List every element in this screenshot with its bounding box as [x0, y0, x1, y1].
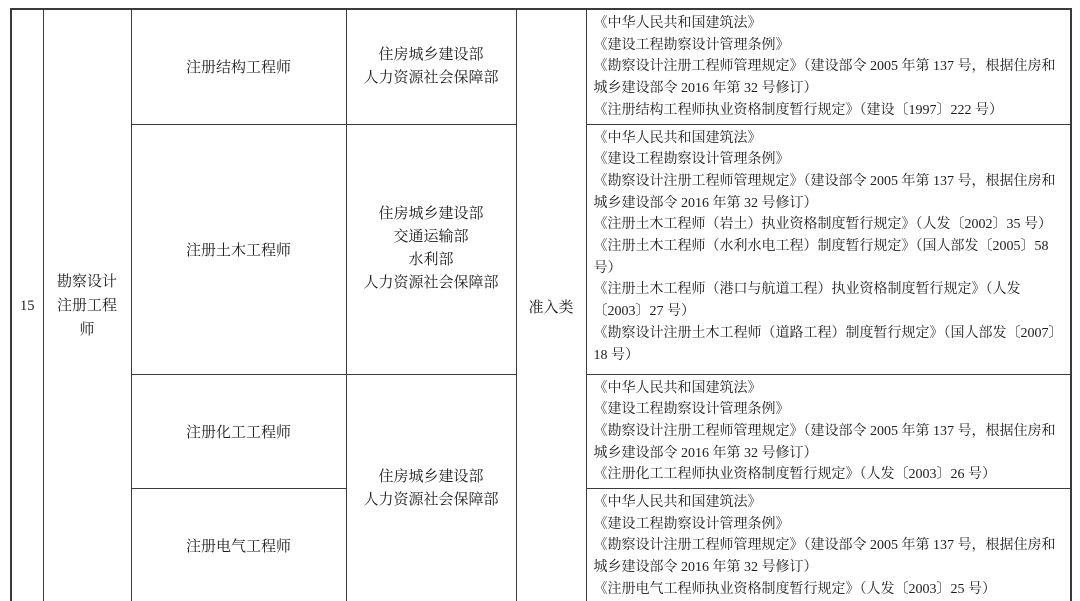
legal-basis-item: 《中华人民共和国建筑法》 [593, 130, 762, 146]
departments-cell-chem-elec [346, 374, 516, 601]
category-cell [43, 9, 131, 601]
legal-basis-item: 《中华人民共和国建筑法》 [593, 16, 762, 31]
department-line: 住房城乡建设部 [378, 206, 484, 223]
legal-basis-item: 《建设工程勘察设计管理条例》 [593, 152, 790, 168]
legal-basis-cell-structural [586, 9, 1071, 124]
department-line: 水利部 [408, 252, 454, 269]
qualification-name-cell-electrical: 注册电气工程师 [131, 489, 346, 601]
legal-basis-item: 《勘察设计注册工程师管理规定》（建设部令 2005 年第 137 号，根据住房和城乡建设部令 2016 年第 32 号修订） [593, 538, 1056, 576]
legal-basis-item: 《中华人民共和国建筑法》 [593, 495, 762, 511]
departments-cell-civil [346, 124, 516, 374]
department-line: 住房城乡建设部 [378, 468, 484, 485]
qualification-name-cell-chemical: 注册化工工程师 [131, 374, 346, 489]
legal-basis-item: 《勘察设计注册土木工程师（道路工程）制度暂行规定》（国人部发〔2007〕18 号） [593, 325, 1063, 363]
legal-basis-item: 《建设工程勘察设计管理条例》 [593, 402, 790, 418]
legal-basis-item: 《注册土木工程师（港口与航道工程）执业资格制度暂行规定》（人发〔2003〕27 号） [593, 282, 1021, 320]
table-row [11, 9, 1071, 124]
departments-cell-structural [346, 9, 516, 124]
department-line: 人力资源社会保障部 [363, 275, 499, 292]
legal-basis-cell-civil [586, 124, 1071, 374]
category-label: 勘察设计注册工程师 [56, 274, 117, 339]
serial-number-cell: 15 [11, 9, 43, 601]
department-line: 住房城乡建设部 [378, 46, 484, 63]
legal-basis-item: 《勘察设计注册工程师管理规定》（建设部令 2005 年第 137 号，根据住房和城乡建设部令 2016 年第 32 号修订） [593, 59, 1056, 97]
qualification-table [10, 8, 1072, 601]
legal-basis-item: 《注册土木工程师（水利水电工程）制度暂行规定》（国人部发〔2005〕58 号） [593, 239, 1049, 276]
legal-basis-cell-electrical [586, 489, 1071, 601]
legal-basis-item: 《建设工程勘察设计管理条例》 [593, 37, 790, 53]
legal-basis-item: 《注册土木工程师（岩土）执业资格制度暂行规定》（人发〔2002〕35 号） [593, 217, 1052, 233]
legal-basis-item: 《注册化工工程师执业资格制度暂行规定》（人发〔2003〕26 号） [593, 467, 996, 483]
department-line: 人力资源社会保障部 [363, 491, 499, 508]
legal-basis-item: 《勘察设计注册工程师管理规定》（建设部令 2005 年第 137 号，根据住房和城乡建设部令 2016 年第 32 号修订） [593, 173, 1056, 211]
legal-basis-item: 《建设工程勘察设计管理条例》 [593, 516, 790, 532]
qualification-name-cell-civil: 注册土木工程师 [131, 124, 346, 374]
legal-basis-item: 《勘察设计注册工程师管理规定》（建设部令 2005 年第 137 号，根据住房和城乡建设部令 2016 年第 32 号修订） [593, 423, 1056, 461]
qualification-name-cell-structural: 注册结构工程师 [131, 9, 346, 124]
admission-class-cell: 准入类 [516, 9, 586, 601]
legal-basis-item: 《注册电气工程师执业资格制度暂行规定》（人发〔2003〕25 号） [593, 581, 996, 597]
legal-basis-cell-chemical [586, 374, 1071, 489]
legal-basis-item: 《注册结构工程师执业资格制度暂行规定》（建设〔1997〕222 号） [593, 102, 1003, 118]
legal-basis-item: 《中华人民共和国建筑法》 [593, 380, 762, 396]
department-line: 交通运输部 [393, 229, 469, 246]
department-line: 人力资源社会保障部 [363, 69, 499, 86]
